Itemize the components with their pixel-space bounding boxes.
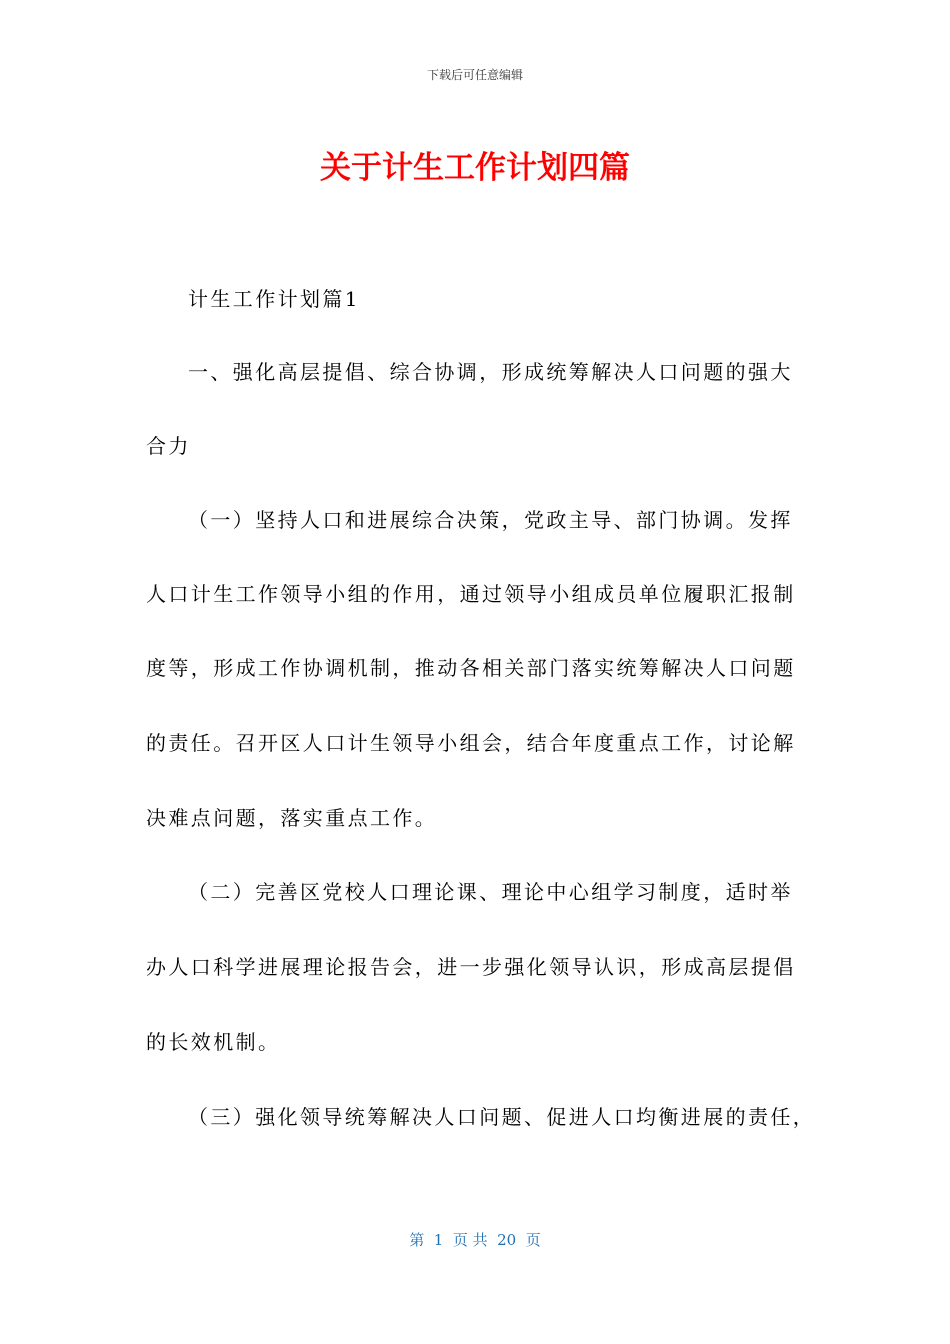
section-heading: 计生工作计划篇1 [188,287,360,311]
paragraph-line: 合力 [146,434,191,458]
paragraph-line: 度等，形成工作协调机制，推动各相关部门落实统筹解决人口问题 [146,656,796,680]
paragraph-line: 办人口科学进展理论报告会，进一步强化领导认识，形成高层提倡 [146,955,796,979]
paragraph-line: （三）强化领导统筹解决人口问题、促进人口均衡进展的责任， [188,1105,816,1129]
paragraph-line: 一、强化高层提倡、综合协调，形成统筹解决人口问题的强大 [188,360,793,384]
paragraph-line: （一）坚持人口和进展综合决策，党政主导、部门协调。发挥 [188,508,793,532]
header-note: 下载后可任意编辑 [426,68,523,82]
page-footer: 第 1 页 共 20 页 [409,1231,541,1249]
paragraph-line: 的责任。召开区人口计生领导小组会，结合年度重点工作，讨论解 [146,731,796,755]
paragraph-line: 人口计生工作领导小组的作用，通过领导小组成员单位履职汇报制 [146,582,796,606]
paragraph-line: （二）完善区党校人口理论课、理论中心组学习制度，适时举 [188,880,793,904]
paragraph-line: 的长效机制。 [146,1030,281,1054]
document-title: 关于计生工作计划四篇 [320,150,630,186]
paragraph-line: 决难点问题，落实重点工作。 [146,806,438,830]
